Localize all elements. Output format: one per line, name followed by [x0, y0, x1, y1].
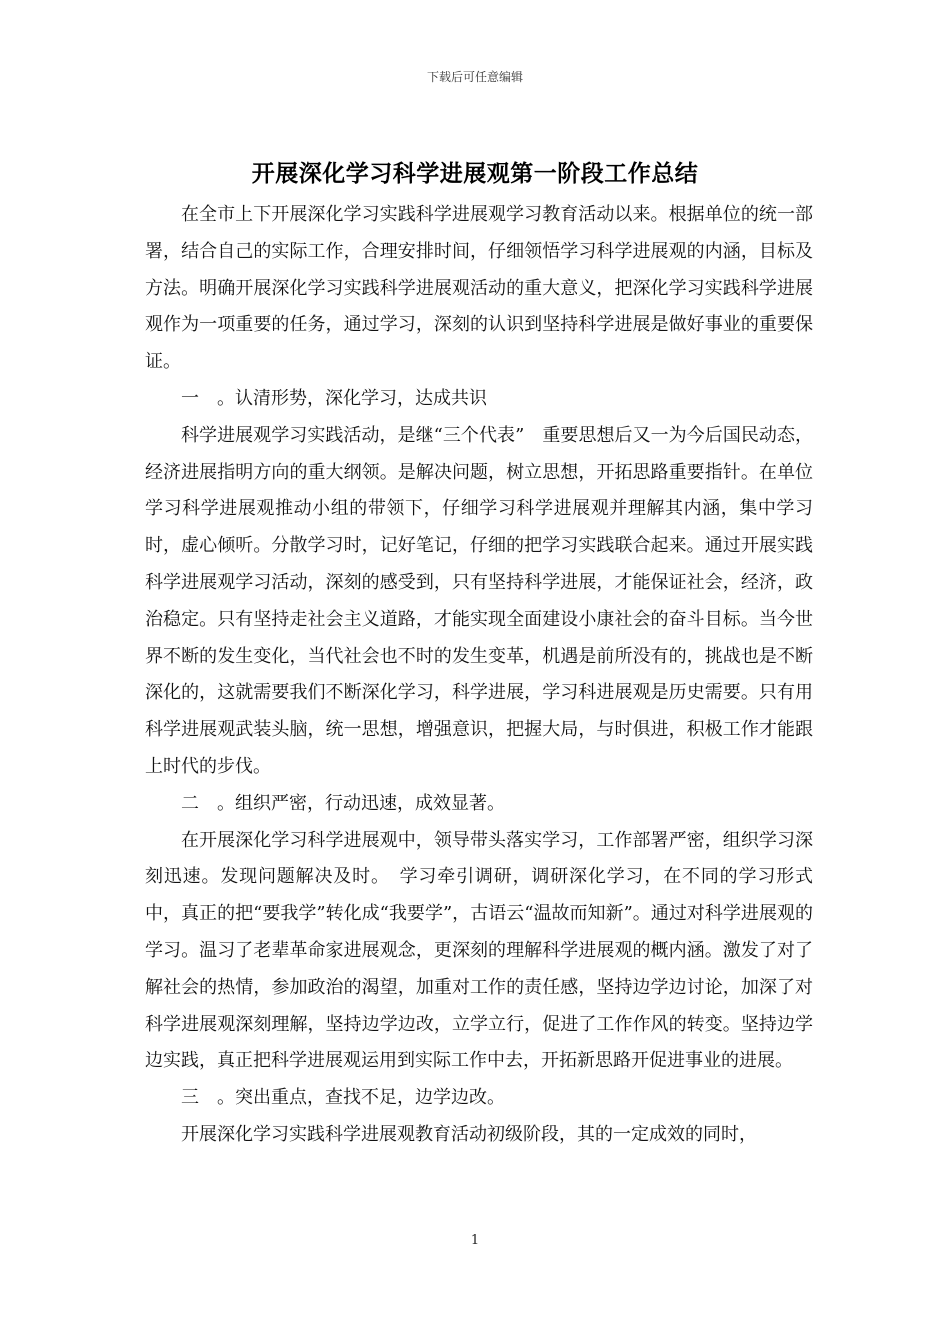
document-body — [145, 197, 813, 1154]
paragraph-section-2: 在开展深化学习科学进展观中，领导带头落实学习，工作部署严密，组织学习深刻迅速。发现问题解决及时。 学习牵引调研，调研深化学习，在不同的学习形式中，真正的把“要我学”转化成“我要学”，古语云“温故而知新”。通过对科学进展观的学习。温习了老辈革命家进展观念，更深刻的理解科学进展观的概内涵。激发了对了解社会的热情，参加政治的渴望，加重对工作的责任感，坚持边学边讨论，加深了对科学进展观深刻理解，坚持边学边改，立学立行，促进了工作作风的转变。坚持边学边实践，真正把科学进展观运用到实际工作中去，开拓新思路开促进事业的进展。 — [145, 829, 813, 1072]
page-number: 1 — [470, 1233, 480, 1248]
paragraph-section-1: 科学进展观学习实践活动，是继“三个代表” 重要思想后又一为今后国民动态，经济进展指明方向的重大纲领。是解决问题，树立思想，开拓思路重要指针。在单位学习科学进展观推动小组的带领下，仔细学习科学进展观并理解其内涵，集中学习时，虚心倾听。分散学习时，记好笔记，仔细的把学习实践联合起来。通过开展实践科学进展观学习活动，深刻的感受到，只有坚持科学进展，才能保证社会，经济，政治稳定。只有坚持走社会主义道路，才能实现全面建设小康社会的奋斗目标。当今世界不断的发生变化，当代社会也不时的发生变革，机遇是前所没有的，挑战也是不断深化的，这就需要我们不断深化学习，科学进展，学习科进展观是历史需要。只有用科学进展观武装头脑，统一思想，增强意识，把握大局，与时俱进，积极工作才能跟上时代的步伐。 — [145, 424, 813, 777]
section-heading-2: 二 。组织严密，行动迅速，成效显著。 — [181, 792, 505, 814]
paragraph-section-3: 开展深化学习实践科学进展观教育活动初级阶段，其的一定成效的同时， — [181, 1123, 757, 1145]
section-heading-3: 三 。突出重点，查找不足，边学边改。 — [181, 1087, 505, 1109]
section-heading-1: 一 。认清形势，深化学习，达成共识 — [181, 387, 487, 409]
document-title: 开展深化学习科学进展观第一阶段工作总结 — [251, 160, 699, 187]
paragraph-intro: 在全市上下开展深化学习实践科学进展观学习教育活动以来。根据单位的统一部署，结合自己的实际工作，合理安排时间，仔细领悟学习科学进展观的内涵，目标及方法。明确开展深化学习实践科学进展观活动的重大意义，把深化学习实践科学进展观作为一项重要的任务，通过学习，深刻的认识到坚持科学进展是做好事业的重要保证。 — [145, 204, 813, 373]
header-note: 下载后可任意编辑 — [426, 70, 523, 84]
